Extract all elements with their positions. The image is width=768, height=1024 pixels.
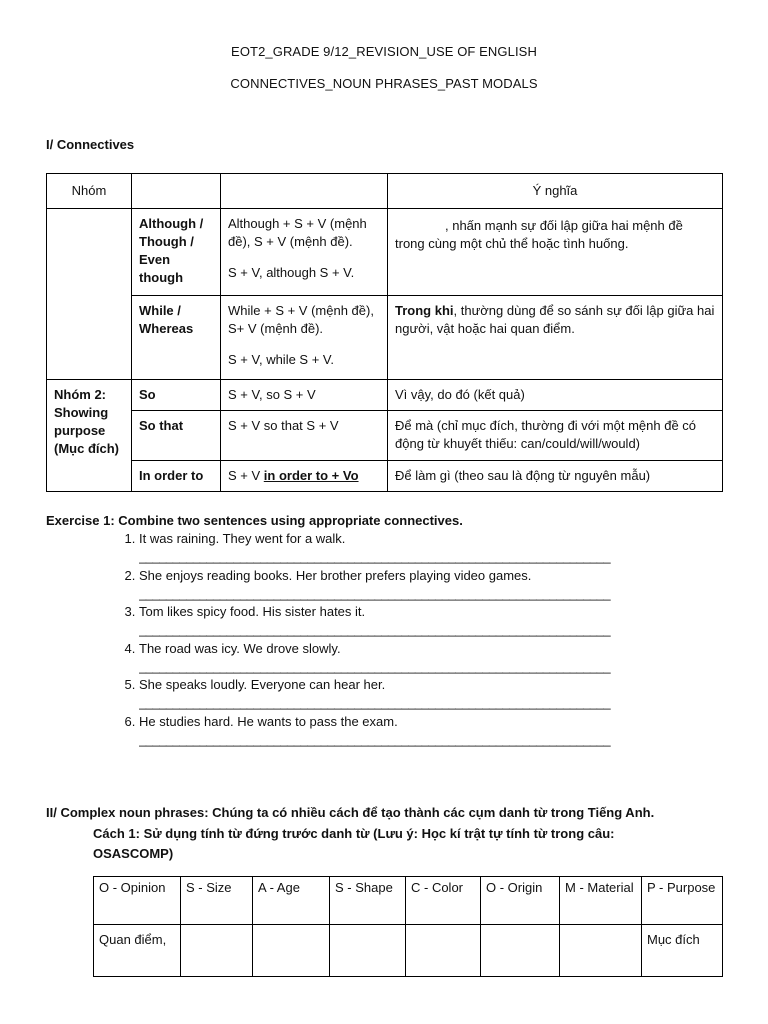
osa-cell: [560, 925, 642, 977]
exercise-sentence: Tom likes spicy food. His sister hates it.: [139, 604, 366, 619]
connective-word: While / Whereas: [132, 296, 221, 380]
exercise-list: [110, 530, 659, 749]
meaning-cell: [388, 209, 723, 296]
table-header-row: [94, 877, 723, 925]
table-row: [47, 461, 723, 492]
structure-text: S + V: [228, 468, 264, 483]
table-header-row: [47, 174, 723, 209]
osa-cell: [253, 925, 330, 977]
group-cell: Nhóm 2: Showing purpose (Mục đích): [47, 380, 132, 492]
answer-line[interactable]: ______________________________________________________________________: [139, 585, 611, 601]
list-item: [139, 567, 659, 604]
header-cell-group: Nhóm: [47, 174, 132, 209]
table-row: [47, 411, 723, 461]
document-subtitle: CONNECTIVES_NOUN PHRASES_PAST MODALS: [230, 76, 538, 91]
osa-cell: [406, 925, 481, 977]
table-row: [47, 380, 723, 411]
section-heading-connectives: I/ Connectives: [46, 137, 135, 152]
header-cell-meaning: Ý nghĩa: [388, 174, 723, 209]
list-item: [139, 640, 659, 677]
header-cell-empty: [221, 174, 388, 209]
osascomp-table: [93, 876, 723, 977]
answer-line[interactable]: ______________________________________________________________________: [139, 549, 611, 564]
osa-header-color: C - Color: [406, 877, 481, 925]
connectives-table: [46, 173, 723, 492]
osa-cell: [330, 925, 406, 977]
osa-header-origin: O - Origin: [481, 877, 560, 925]
osa-cell: Mục đích: [642, 925, 723, 977]
structure-cell: [221, 209, 388, 296]
structure-text-2: S + V, although S + V.: [228, 265, 355, 280]
document-title: EOT2_GRADE 9/12_REVISION_USE OF ENGLISH: [231, 44, 537, 59]
answer-line[interactable]: ______________________________________________________________________: [139, 658, 611, 674]
structure-text: Although + S + V (mệnh đề), S + V (mệnh đề).: [228, 216, 367, 249]
section-heading-noun-phrases: II/ Complex noun phrases: Chúng ta có nhiều cách để tạo thành các cụm danh từ trong Tiếng Anh.: [46, 805, 655, 820]
exercise-heading: Exercise 1: Combine two sentences using appropriate connectives.: [46, 513, 463, 528]
exercise-sentence: The road was icy. We drove slowly.: [139, 640, 341, 656]
exercise-sentence: She enjoys reading books. Her brother prefers playing video games.: [139, 567, 532, 583]
meaning-text: , thường dùng để so sánh sự đối lập giữa hai người, vật hoặc hai quan điểm.: [395, 303, 715, 336]
osa-cell: [181, 925, 253, 977]
osa-header-shape: S - Shape: [330, 877, 406, 925]
list-item: [139, 530, 659, 567]
connective-word: Although / Though / Even though: [132, 209, 221, 296]
osa-header-purpose: P - Purpose: [642, 877, 723, 925]
table-row: [94, 925, 723, 977]
structure-text-2: S + V, while S + V.: [228, 352, 334, 367]
header-cell-empty: [132, 174, 221, 209]
list-item: [139, 676, 659, 713]
structure-cell: [221, 461, 388, 492]
meaning-text: Vì vậy, do đó (kết quả): [388, 380, 723, 411]
answer-line[interactable]: ______________________________________________________________________: [139, 731, 611, 747]
connective-word: So: [132, 380, 221, 411]
table-row: [47, 209, 723, 296]
osa-cell: Quan điểm,: [94, 925, 181, 977]
osa-cell: [481, 925, 560, 977]
structure-underlined: in order to + Vo: [263, 468, 359, 483]
meaning-keyword: Trong khi: [395, 303, 454, 318]
structure-cell: [221, 296, 388, 380]
structure-text: S + V so that S + V: [221, 411, 388, 461]
meaning-text: Để mà (chỉ mục đích, thường đi với một mệnh đề có động từ khuyết thiếu: can/could/will/would): [388, 411, 723, 461]
meaning-text: Để làm gì (theo sau là động từ nguyên mẫu): [388, 461, 723, 492]
answer-line[interactable]: ______________________________________________________________________: [139, 622, 611, 637]
structure-text: S + V, so S + V: [221, 380, 388, 411]
meaning-cell: [388, 296, 723, 380]
list-item: [139, 603, 659, 640]
osa-header-size: S - Size: [181, 877, 253, 925]
list-item: [139, 713, 659, 750]
method-1-text: Cách 1: Sử dụng tính từ đứng trước danh từ (Lưu ý: Học kí trật tự tính từ trong câu: OSASCOMP): [93, 826, 615, 861]
osa-header-opinion: O - Opinion: [94, 877, 181, 925]
group-cell-empty: [47, 209, 132, 380]
table-row: [47, 296, 723, 380]
osa-header-material: M - Material: [560, 877, 642, 925]
answer-line[interactable]: ______________________________________________________________________: [139, 695, 611, 710]
exercise-sentence: It was raining. They went for a walk.: [139, 531, 346, 546]
exercise-sentence: She speaks loudly. Everyone can hear her.: [139, 677, 386, 692]
exercise-sentence: He studies hard. He wants to pass the exam.: [139, 713, 398, 729]
osa-header-age: A - Age: [253, 877, 330, 925]
structure-text: While + S + V (mệnh đề), S+ V (mệnh đề).: [228, 303, 374, 336]
connective-word: So that: [132, 411, 221, 461]
meaning-text: , nhấn mạnh sự đối lập giữa hai mệnh đề trong cùng một chủ thể hoặc tình huống.: [395, 218, 683, 251]
connective-word: In order to: [132, 461, 221, 492]
